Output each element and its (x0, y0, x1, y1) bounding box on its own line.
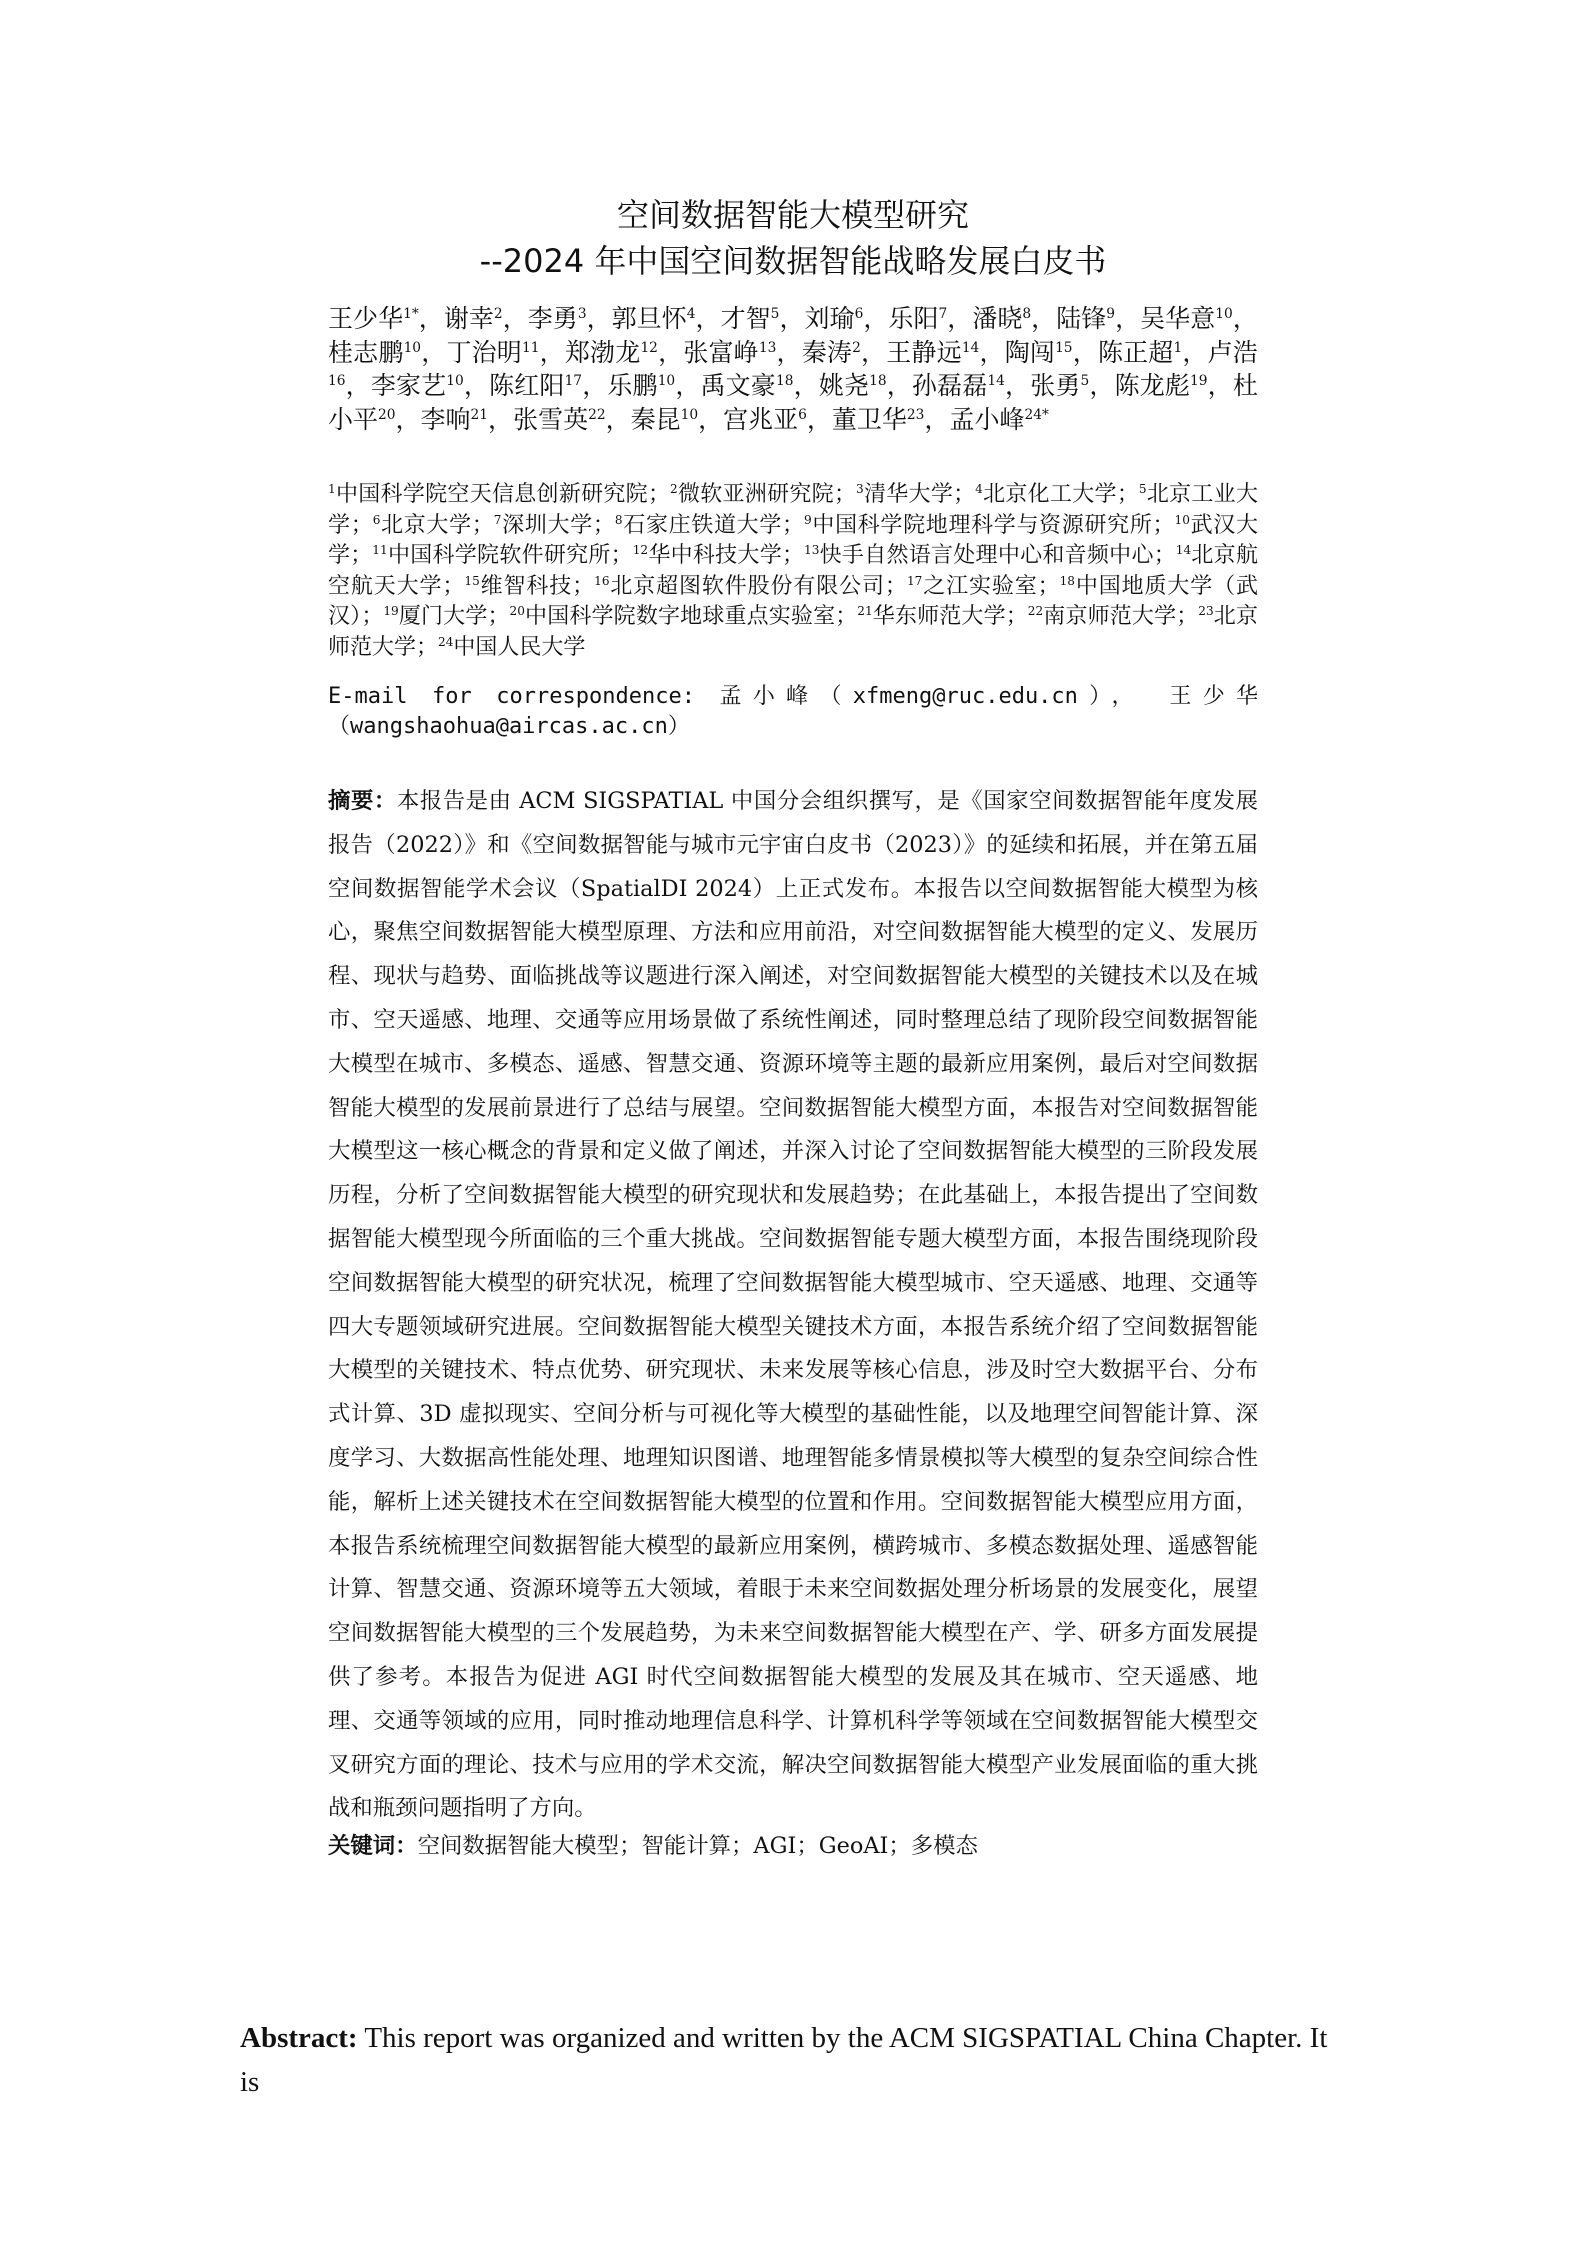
author (888, 304, 947, 333)
affiliation-name: 深圳大学 (501, 512, 593, 538)
english-abstract-text: This report was organized and written by the ACM SIGSPATIAL China Chapter. It is (240, 2022, 1328, 2098)
affiliation-mark: 15 (464, 573, 480, 588)
author (805, 304, 864, 333)
author-name: 谢幸 (443, 304, 494, 333)
author-name: 杜小平 (328, 371, 1258, 434)
author-name: 张富峥 (683, 337, 759, 367)
author (721, 304, 780, 333)
author (912, 371, 1005, 400)
affiliation-name: 中国科学院地理科学与资源研究所 (811, 512, 1153, 538)
author-affiliation-mark: 20 (378, 406, 396, 423)
author-affiliation-mark: 22 (588, 406, 606, 423)
author (1005, 338, 1073, 367)
author-name: 王静远 (886, 337, 962, 367)
affiliation-name: 快手自然语言处理中心和音频中心 (819, 543, 1154, 568)
affiliation-mark: 16 (594, 573, 610, 588)
author-name: 孟小峰 (949, 404, 1025, 434)
affiliation-name: 北京师范大学 (328, 604, 1258, 660)
author (1030, 371, 1089, 400)
affiliation-name: 中国人民大学 (453, 634, 586, 660)
affiliation (804, 543, 1154, 568)
author-affiliation-mark: 14 (987, 373, 1005, 390)
affiliation-name: 华中科技大学 (648, 543, 782, 568)
keywords-text: 空间数据智能大模型；智能计算；AGI；GeoAI；多模态 (417, 1833, 978, 1859)
affiliation-mark: 10 (1174, 512, 1190, 527)
affiliation (804, 513, 1153, 538)
author (1140, 304, 1233, 333)
author-affiliation-mark: 1* (403, 306, 419, 323)
affiliation-name: 之江实验室 (922, 573, 1038, 599)
paper-title: 空间数据智能大模型研究 (616, 196, 969, 234)
author (328, 304, 419, 333)
affiliation (373, 513, 472, 538)
chinese-abstract (328, 780, 1258, 1831)
abstract-label: 摘要： (328, 788, 397, 814)
affiliation-mark: 22 (1027, 604, 1044, 619)
author-affiliation-mark: 18 (775, 373, 794, 390)
author-affiliation-mark: 18 (869, 373, 887, 390)
author-name: 张雪英 (513, 404, 589, 434)
author-affiliation-mark: 23 (906, 406, 925, 423)
affiliation (857, 604, 1005, 629)
affiliation-mark: 1 (328, 482, 336, 497)
author-list: 王少华$^{1*}$，谢幸$^2$，李勇$^3$，郭旦怀$^4$，才智$^5$，刘瑜$^6$，乐阳$^7$，潘晓$^8$，陆锋$^9$，吴华意$^{10}$，桂志鹏$^{10}$，丁治明$^{11}$，郑渤龙$^{12}$，张富峥$^{13}$，秦涛$^2$，王静远$^{14}$，陶闯$^{15}$，陈正超$^1$，卢浩$^{16}$，李家艺$^{10}$，陈红阳$^{17}$，乐鹏$^{10}$，禹文豪$^{18}$，姚尧$^{18}$，孙磊磊$^{14}$，张勇$^5$，陈龙彪$^{19}$，杜小平$^{20}$，李响$^{21}$，张雪英$^{22}$，秦昆$^{10}$，宫兆亚$^6$，董卫华$^{23}$，孟小峰$^{24*}$ (328, 304, 1258, 434)
affiliation (670, 482, 834, 507)
author-affiliation-mark: 21 (470, 406, 489, 423)
affiliation (615, 513, 782, 538)
affiliation-name: 北京化工大学 (982, 482, 1117, 507)
author-affiliation-mark: 16 (328, 373, 346, 390)
correspondence-email: E-mail for correspondence: 孟小峰（xfmeng@ruc.edu.cn）， 王少华（wangshaohua@aircas.ac.cn） (328, 684, 1258, 739)
affiliation-name: 厦门大学 (398, 604, 488, 629)
affiliation-name: 中国科学院软件研究所 (387, 543, 611, 568)
author-name: 卢浩 (1207, 337, 1258, 367)
affiliation (438, 635, 585, 660)
author (972, 304, 1031, 333)
author-affiliation-mark: 5 (1080, 373, 1090, 390)
author-affiliation-mark: 4 (686, 306, 696, 323)
author-name: 吴华意 (1140, 304, 1216, 333)
author-affiliation-mark: 24* (1024, 406, 1049, 423)
affiliation (510, 604, 836, 629)
author (701, 371, 794, 400)
author (444, 304, 503, 333)
affiliation (975, 482, 1117, 507)
author-name: 张勇 (1030, 371, 1081, 400)
author-affiliation-mark: 5 (770, 306, 780, 323)
affiliation-name: 维智科技 (479, 573, 573, 599)
author-name: 陈红阳 (489, 371, 565, 400)
author-affiliation-mark: 10 (403, 339, 422, 356)
affiliation-name: 中国科学院数字地球重点实验室 (524, 604, 836, 629)
author-affiliation-mark: 19 (1190, 373, 1208, 390)
affiliation-name: 石家庄铁道大学 (622, 512, 782, 538)
author-name: 乐阳 (888, 304, 939, 333)
author-name: 桂志鹏 (328, 337, 404, 367)
author-affiliation-mark: 3 (577, 306, 587, 323)
author-name: 陶闯 (1004, 337, 1056, 367)
author-name: 李勇 (527, 304, 578, 333)
affiliation (372, 543, 610, 568)
affiliation (383, 604, 487, 629)
affiliation-name: 北京航空航天大学 (328, 543, 1258, 599)
affiliation-list: $^1$中国科学院空天信息创新研究院；$^2$微软亚洲研究院；$^3$清华大学；$^4$北京化工大学；$^5$北京工业大学；$^6$北京大学；$^7$深圳大学；$^8$石家庄铁道大学；$^9$中国科学院地理科学与资源研究所；$^{10}$武汉大学；$^{11}$中国科学院软件研究所；$^{12}$华中科技大学；$^{13}$快手自然语言处理中心和音频中心；$^{14}$北京航空航天大学；$^{15}$维智科技；$^{16}$北京超图软件股份有限公司；$^{17}$之江实验室；$^{18}$中国地质大学（武汉）；$^{19}$厦门大学；$^{20}$中国科学院数字地球重点实验室；$^{21}$华东师范大学；$^{22}$南京师范大学；$^{23}$北京师范大学；$^{24}$中国人民大学 (328, 482, 1258, 660)
author-name: 李家艺 (370, 371, 447, 400)
author-affiliation-mark: 17 (564, 373, 583, 390)
author-name: 李响 (420, 404, 471, 434)
author-name: 宫兆亚 (723, 404, 799, 434)
author-name: 潘晓 (972, 304, 1023, 333)
affiliation-name: 微软亚洲研究院 (677, 482, 834, 507)
author (565, 338, 658, 367)
affiliation-name: 清华大学 (863, 482, 954, 507)
author-affiliation-mark: 11 (522, 339, 540, 356)
author-name: 刘瑜 (804, 304, 855, 333)
affiliation-name: 中国地质大学（武汉） (328, 573, 1258, 629)
author-affiliation-mark: 10 (657, 373, 676, 390)
affiliation-mark: 24 (438, 634, 454, 649)
author-name: 陈正超 (1097, 337, 1174, 367)
author (607, 371, 675, 400)
keywords-label: 关键词： (328, 1833, 418, 1859)
affiliation-mark: 12 (632, 543, 649, 558)
author-affiliation-mark: 15 (1055, 339, 1073, 356)
author (631, 405, 699, 434)
author (612, 304, 696, 333)
affiliation-mark: 2 (669, 482, 678, 497)
author-affiliation-mark: 10 (1215, 306, 1233, 323)
affiliation-mark: 17 (906, 573, 923, 588)
author-name: 陈龙彪 (1114, 371, 1191, 400)
author (1056, 304, 1115, 333)
author-affiliation-mark: 12 (640, 339, 658, 356)
affiliation-mark: 13 (804, 543, 820, 558)
affiliation-mark: 6 (372, 512, 381, 527)
author-affiliation-mark: 9 (1106, 306, 1116, 323)
affiliation-mark: 5 (1138, 482, 1147, 497)
affiliation-mark: 23 (1198, 604, 1214, 619)
affiliation (594, 574, 885, 599)
paper-subtitle: --2024 年中国空间数据智能战略发展白皮书 (479, 242, 1107, 280)
author-name: 丁治明 (446, 337, 522, 367)
author-name: 陆锋 (1056, 304, 1107, 333)
author-name: 禹文豪 (700, 371, 776, 400)
author-affiliation-mark: 2 (852, 339, 861, 356)
affiliation (464, 574, 572, 599)
author (1098, 338, 1182, 367)
author (802, 338, 861, 367)
affiliation (494, 513, 593, 538)
affiliation (907, 574, 1038, 599)
affiliation-mark: 19 (383, 604, 399, 619)
author (489, 371, 582, 400)
author-affiliation-mark: 7 (938, 306, 948, 323)
author-name: 董卫华 (831, 404, 907, 434)
affiliation-mark: 20 (509, 604, 525, 619)
author-affiliation-mark: 8 (1022, 306, 1032, 323)
author-affiliation-mark: 13 (758, 339, 777, 356)
affiliation-mark: 18 (1059, 573, 1075, 588)
keywords (328, 1824, 1258, 1868)
author (949, 405, 1048, 434)
author (819, 371, 887, 400)
affiliation-name: 北京工业大学 (328, 482, 1258, 538)
author-name: 秦昆 (630, 404, 681, 434)
author (528, 304, 587, 333)
author-name: 姚尧 (818, 371, 870, 400)
author (371, 371, 464, 400)
author (723, 405, 807, 434)
affiliation-mark: 8 (614, 512, 623, 527)
affiliation-mark: 21 (857, 604, 873, 619)
author-affiliation-mark: 10 (446, 373, 464, 390)
english-abstract (240, 2016, 1350, 2104)
author-name: 才智 (720, 304, 771, 333)
affiliation-mark: 14 (1175, 543, 1192, 558)
author-name: 乐鹏 (607, 371, 658, 400)
abstract-text: 本报告是由 ACM SIGSPATIAL 中国分会组织撰写，是《国家空间数据智能年度发展报告（2022）》和《空间数据智能与城市元宇宙白皮书（2023）》的延续和拓展，并在第五届空间数据智能学术会议（SpatialDI 2024）上正式发布。本报告以空间数据智能大模型为核心，聚焦空间数据智能大模型原理、方法和应用前沿，对空间数据智能大模型的定义、发展历程、现状与趋势、面临挑战等议题进行深入阐述，对空间数据智能大模型的关键技术以及在城市、空天遥感、地理、交通等应用场景做了系统性阐述，同时整理总结了现阶段空间数据智能大模型在城市、多模态、遥感、智慧交通、资源环境等主题的最新应用案例，最后对空间数据智能大模型的发展前景进行了总结与展望。空间数据智能大模型方面，本报告对空间数据智能大模型这一核心概念的背景和定义做了阐述，并深入讨论了空间数据智能大模型的三阶段发展历程，分析了空间数据智能大模型的研究现状和发展趋势；在此基础上，本报告提出了空间数据智能大模型现今所面临的三个重大挑战。空间数据智能专题大模型方面，本报告围绕现阶段空间数据智能大模型的研究状况，梳理了空间数据智能大模型城市、空天遥感、地理、交通等四大专题领域研究进展。空间数据智能大模型关键技术方面，本报告系统介绍了空间数据智能大模型的关键技术、特点优势、研究现状、未来发展等核心信息，涉及时空大数据平台、分布式计算、3D 虚拟现实、空间分析与可视化等大模型的基础性能，以及地理空间智能计算、深度学习、大数据高性能处理、地理知识图谱、地理智能多情景模拟等大模型的复杂空间综合性能，解析上述关键技术在空间数据智能大模型的位置和作用。空间数据智能大模型应用方面，本报告系统梳理空间数据智能大模型的最新应用案例，横跨城市、多模态数据处理、遥感智能计算、智慧交通、资源环境等五大领域，着眼于未来空间数据处理分析场景的发展变化，展望空间数据智能大模型的三个发展趋势，为未来空间数据智能大模型在产、学、研多方面发展提供了参考。本报告为促进 AGI 时代空间数据智能大模型的发展及其在城市、空天遥感、地理、交通等领域的应用，同时推动地理信息科学、计算机科学等领域在空间数据智能大模型交叉研究方面的理论、技术与应用的学术交流，解决空间数据智能大模型产业发展面临的重大挑战和瓶颈问题指明了方向。 (328, 788, 1259, 1822)
author-affiliation-mark: 10 (680, 406, 699, 423)
affiliation-name: 中国科学院空天信息创新研究院 (335, 482, 648, 507)
author-affiliation-mark: 6 (854, 306, 864, 323)
author (683, 338, 776, 367)
affiliation-name: 北京大学 (380, 512, 472, 538)
author (513, 405, 606, 434)
affiliation (1028, 604, 1176, 629)
affiliation-name: 北京超图软件股份有限公司 (609, 573, 885, 599)
affiliation-mark: 9 (804, 512, 812, 527)
affiliation-mark: 7 (493, 512, 502, 527)
affiliation-name: 武汉大学 (328, 512, 1258, 568)
author (421, 405, 489, 434)
affiliation-name: 南京师范大学 (1043, 604, 1177, 629)
affiliation-mark: 3 (855, 482, 864, 497)
affiliation (633, 543, 782, 568)
author (832, 405, 925, 434)
affiliation-mark: 11 (372, 543, 388, 558)
author-name: 秦涛 (801, 337, 853, 367)
affiliation-mark: 4 (975, 482, 983, 497)
author-affiliation-mark: 6 (798, 406, 807, 423)
author (886, 338, 979, 367)
author-name: 郑渤龙 (564, 337, 641, 367)
author-affiliation-mark: 2 (493, 306, 503, 323)
author-name: 王少华 (328, 304, 404, 333)
affiliation (856, 482, 953, 507)
author (446, 338, 539, 367)
author (328, 338, 421, 367)
english-abstract-label: Abstract: (240, 2022, 358, 2054)
affiliation (328, 482, 648, 507)
author-affiliation-mark: 1 (1173, 339, 1183, 356)
author-name: 孙磊磊 (911, 371, 988, 400)
author-name: 郭旦怀 (611, 304, 687, 333)
author (1115, 371, 1208, 400)
affiliation-name: 华东师范大学 (872, 604, 1006, 629)
author-affiliation-mark: 14 (961, 339, 980, 356)
